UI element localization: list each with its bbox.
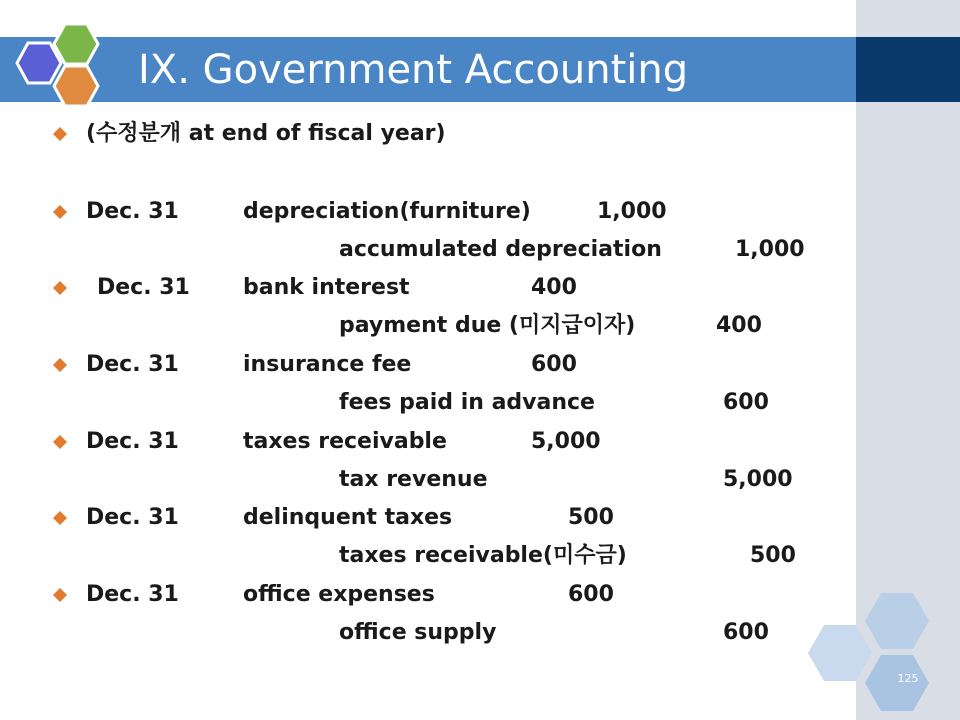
diamond-bullet-icon <box>53 281 67 295</box>
page-number: 125 <box>897 672 919 685</box>
debit-account: insurance fee <box>243 352 412 377</box>
credit-account: taxes receivable(미수금) <box>339 543 627 568</box>
diamond-bullet-icon <box>53 511 67 525</box>
entry-date: Dec. 31 <box>86 429 179 454</box>
debit-amount: 1,000 <box>597 199 667 224</box>
diamond-bullet-icon <box>53 127 67 141</box>
entry-date: Dec. 31 <box>86 582 179 607</box>
diamond-bullet-icon <box>53 588 67 602</box>
debit-amount: 5,000 <box>531 429 601 454</box>
decorative-hexagons-icon <box>800 585 940 715</box>
orange-hexagon-icon <box>54 66 98 106</box>
debit-account: office expenses <box>243 582 435 607</box>
debit-amount: 600 <box>568 582 614 607</box>
intro-text: (수정분개 at end of fiscal year) <box>86 121 446 146</box>
credit-amount: 600 <box>723 620 769 645</box>
debit-account: bank interest <box>243 275 410 300</box>
debit-amount: 500 <box>568 505 614 530</box>
debit-account: taxes receivable <box>243 429 447 454</box>
title-bar-accent <box>856 37 960 102</box>
credit-account: tax revenue <box>339 467 488 492</box>
credit-account: fees paid in advance <box>339 390 595 415</box>
credit-amount: 1,000 <box>735 237 805 262</box>
credit-account: payment due (미지급이자) <box>339 313 636 338</box>
debit-amount: 400 <box>531 275 577 300</box>
entry-date: Dec. 31 <box>86 352 179 377</box>
credit-amount: 5,000 <box>723 467 793 492</box>
credit-amount: 600 <box>723 390 769 415</box>
deco-hexagon-top-icon <box>865 593 929 649</box>
credit-amount: 400 <box>716 313 762 338</box>
debit-amount: 600 <box>531 352 577 377</box>
diamond-bullet-icon <box>53 435 67 449</box>
debit-account: delinquent taxes <box>243 505 453 530</box>
debit-account: depreciation(furniture) <box>243 199 531 224</box>
hexagon-logo-icon <box>10 16 115 116</box>
entry-date: Dec. 31 <box>97 275 190 300</box>
deco-hexagon-left-icon <box>808 625 872 681</box>
entry-date: Dec. 31 <box>86 199 179 224</box>
diamond-bullet-icon <box>53 205 67 219</box>
green-hexagon-icon <box>54 24 98 64</box>
blue-hexagon-icon <box>17 43 61 83</box>
diamond-bullet-icon <box>53 358 67 372</box>
entry-date: Dec. 31 <box>86 505 179 530</box>
credit-amount: 500 <box>750 543 796 568</box>
slide-title: IX. Government Accounting <box>138 47 689 93</box>
credit-account: office supply <box>339 620 497 645</box>
credit-account: accumulated depreciation <box>339 237 662 262</box>
